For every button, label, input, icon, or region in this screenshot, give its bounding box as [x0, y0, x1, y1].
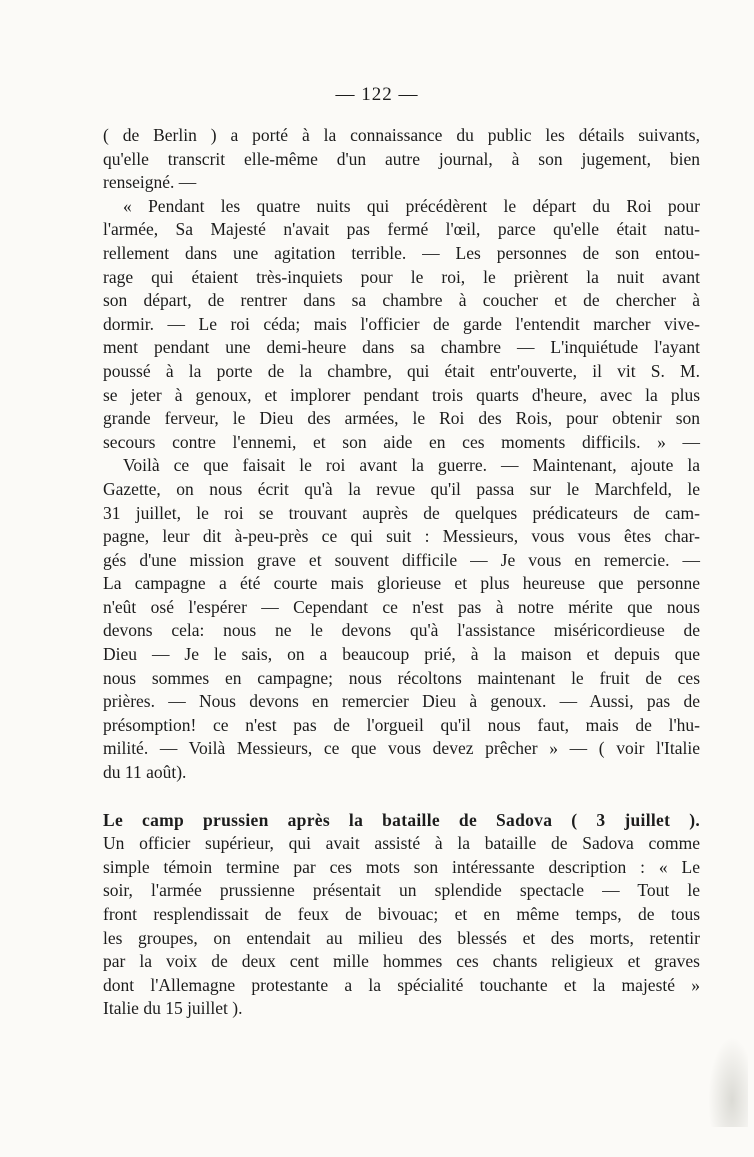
text-line: Voilà ce que faisait le roi avant la guerre. — Maintenant, ajoute la	[123, 455, 700, 476]
text-line: par la voix de deux cent mille hommes ces chants religieux et graves	[103, 951, 700, 972]
text-line: dont l'Allemagne protestante a la spécialité touchante et la majesté »	[103, 974, 700, 995]
text-line: les groupes, on entendait au milieu des blessés et des morts, retentir	[103, 927, 700, 948]
text-line: gés d'une mission grave et souvent difficile — Je vous en remercie. —	[103, 549, 700, 570]
text-line: La campagne a été courte mais glorieuse et plus heureuse que personne	[103, 573, 700, 594]
text-line: Gazette, on nous écrit qu'à la revue qu'il passa sur le Marchfeld, le	[103, 478, 700, 499]
text-line: poussé à la porte de la chambre, qui était entr'ouverte, il vit S. M.	[103, 360, 700, 381]
text-line: 31 juillet, le roi se trouvant auprès de quelques prédicateurs de cam-	[103, 502, 700, 523]
text-line: n'eût osé l'espérer — Cependant ce n'est pas à notre mérite que nous	[103, 596, 700, 617]
text-line: rellement dans une agitation terrible. — Les personnes de son entou-	[103, 242, 700, 263]
text-line: nous sommes en campagne; nous récoltons maintenant le fruit de ces	[103, 667, 700, 688]
text-line: grande ferveur, le Dieu des armées, le Roi des Rois, pour obtenir son	[103, 408, 700, 429]
text-line: qu'elle transcrit elle-même d'un autre journal, à son jugement, bien	[103, 148, 700, 169]
text-line: simple témoin termine par ces mots son intéressante description : « Le	[103, 856, 700, 877]
text-line: Italie du 15 juillet ).	[103, 998, 243, 1019]
text-line: devons cela: nous ne le devons qu'à l'assistance miséricordieuse de	[103, 620, 700, 641]
text-line: pagne, leur dit à-peu-près ce qui suit : Messieurs, vous vous êtes char-	[103, 526, 700, 547]
text-line: ment pendant une demi-heure dans sa chambre — L'inquiétude l'ayant	[103, 337, 700, 358]
page-number: — 122 —	[335, 84, 419, 105]
section-gap	[103, 785, 700, 809]
text-line: présomption! ce n'est pas de l'orgueil qu'il nous faut, mais de l'hu-	[103, 714, 700, 735]
text-line: « Pendant les quatre nuits qui précédèrent le départ du Roi pour	[123, 195, 700, 216]
text-line: son départ, de rentrer dans sa chambre à coucher et de chercher à	[103, 290, 700, 311]
text-line: Un officier supérieur, qui avait assisté à la bataille de Sadova comme	[103, 833, 700, 854]
text-line: renseigné. —	[103, 172, 197, 193]
text-line: l'armée, Sa Majesté n'avait pas fermé l'œil, parce qu'elle était natu-	[103, 219, 700, 240]
text-line: rage qui étaient très-inquiets pour le roi, le prièrent la nuit avant	[103, 266, 700, 287]
text-line: milité. — Voilà Messieurs, ce que vous devez prêcher » — ( voir l'Italie	[103, 738, 700, 759]
text-line: front resplendissait de feux de bivouac; et en même temps, de tous	[103, 904, 700, 924]
text-line: du 11 août).	[103, 762, 187, 783]
text-column	[103, 124, 700, 1021]
section-heading: Le camp prussien après la bataille de Sadova ( 3 juillet ).	[103, 809, 700, 830]
text-line: soir, l'armée prussienne présentait un splendide spectacle — Tout le	[103, 880, 700, 901]
text-line: Dieu — Je le sais, on a beaucoup prié, à la maison et depuis que	[103, 644, 700, 665]
paper-stain	[708, 1037, 748, 1127]
text-line: se jeter à genoux, et implorer pendant trois quarts d'heure, avec la plus	[103, 384, 700, 405]
text-line: secours contre l'ennemi, et son aide en ces moments difficils. » —	[103, 431, 700, 452]
text-line: prières. — Nous devons en remercier Dieu à genoux. — Aussi, pas de	[103, 691, 700, 712]
text-line: dormir. — Le roi céda; mais l'officier de garde l'entendit marcher vive-	[103, 313, 700, 334]
text-line: ( de Berlin ) a porté à la connaissance du public les détails suivants,	[103, 125, 700, 145]
